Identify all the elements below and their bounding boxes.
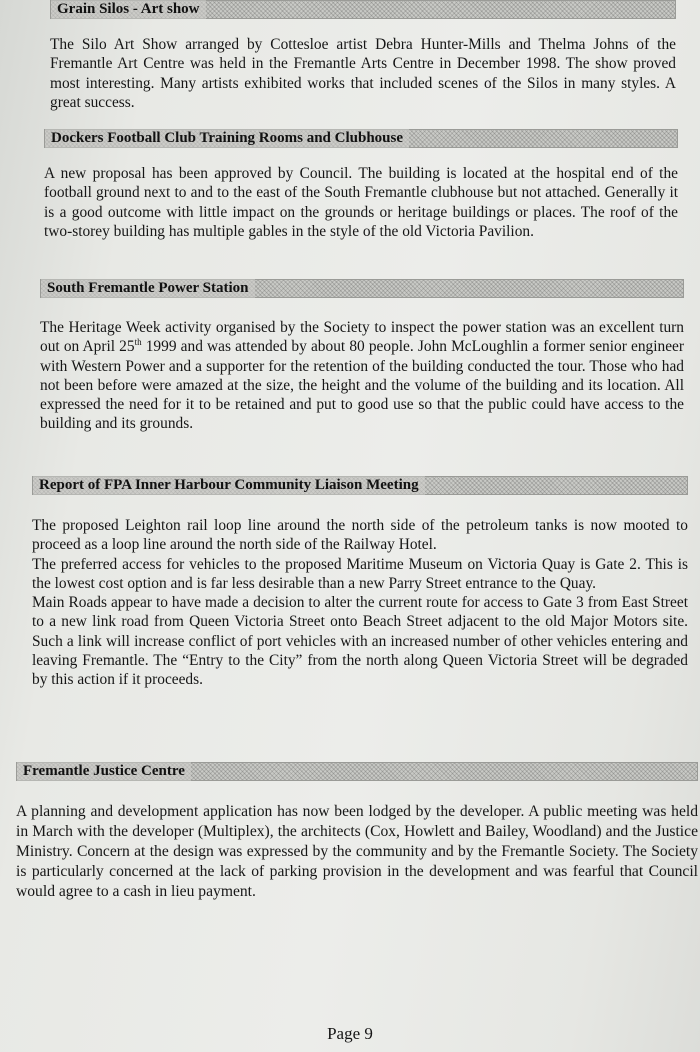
section-heading: South Fremantle Power Station	[41, 279, 255, 298]
section-body: A planning and development application has now been lodged by the developer. A public meeting was held in March with the developer (Multiplex), the architects (Cox, Howlett and Bailey, Woodland) and the Justice Ministry. Concern at the design was expressed by the community and by the Fremantle Society. The Society is particularly concerned at the lack of parking provision in the development and was fearful that Council would agree to a cash in lieu payment.	[16, 803, 698, 900]
section-heading: Report of FPA Inner Harbour Community Liaison Meeting	[33, 476, 425, 495]
section-heading-bar	[32, 476, 688, 495]
body-text-start: The Heritage Week activity organised by the Society to inspect the power station was an excellent turn out on April 25	[40, 319, 684, 356]
page-number: Page 9	[327, 1024, 373, 1043]
section-heading-bar	[16, 762, 698, 781]
paragraph-main-roads: Main Roads appear to have made a decision to alter the current route for access to Gate 3 from East Street to a new link road from Queen Victoria Street onto Beach Street adjacent to the old Major Motors site. Such a link will increase conflict of port vehicles with an increased number of other vehicles entering and leaving Fremantle. The “Entry to the City” from the north along Queen Victoria Street will be degraded by this action if it proceeds.	[32, 594, 688, 689]
section-heading: Fremantle Justice Centre	[17, 762, 191, 781]
section-heading-bar	[44, 129, 678, 148]
section-fpa-liaison	[32, 476, 688, 690]
section-heading: Dockers Football Club Training Rooms and Clubhouse	[45, 129, 409, 148]
section-body	[40, 318, 684, 434]
section-body: A new proposal has been approved by Council. The building is located at the hospital end of the football ground next to and to the east of the South Fremantle clubhouse but not attached. Generally it is a good outcome with little impact on the grounds or heritage buildings or places. The roof of the two-storey building has multiple gables in the style of the old Victoria Pavilion.	[44, 165, 678, 240]
section-dockers	[44, 129, 678, 241]
section-body	[32, 516, 688, 690]
section-justice-centre	[16, 762, 698, 902]
ordinal-suffix: th	[134, 337, 142, 348]
section-grain-silos	[50, 0, 676, 112]
section-heading: Grain Silos - Art show	[51, 0, 206, 19]
section-heading-bar	[50, 0, 676, 19]
section-body: The Silo Art Show arranged by Cottesloe artist Debra Hunter-Mills and Thelma Johns of the Fremantle Art Centre was held in the Fremantle Arts Centre in December 1998. The show proved most interesting. Many artists exhibited works that included scenes of the Silos in many styles. A great success.	[50, 36, 676, 111]
body-text-end: 1999 and was attended by about 80 people. John McLoughlin a former senior engineer with Western Power and a supporter for the retention of the building conducted the tour. Those who had not been before were amazed at the size, the height and the volume of the building and its location. All expressed the need for it to be retained and put to good use so that the public could have access to the building and its grounds.	[40, 338, 684, 433]
paragraph-maritime: The preferred access for vehicles to the proposed Maritime Museum on Victoria Quay is Gate 2. This is the lowest cost option and is far less desirable than a new Parry Street entrance to the Quay.	[32, 555, 688, 592]
section-power-station	[40, 279, 684, 434]
section-heading-bar	[40, 279, 684, 298]
paragraph-leighton: The proposed Leighton rail loop line around the north side of the petroleum tanks is now mooted to proceed as a loop line around the north side of the Railway Hotel.	[32, 517, 688, 554]
